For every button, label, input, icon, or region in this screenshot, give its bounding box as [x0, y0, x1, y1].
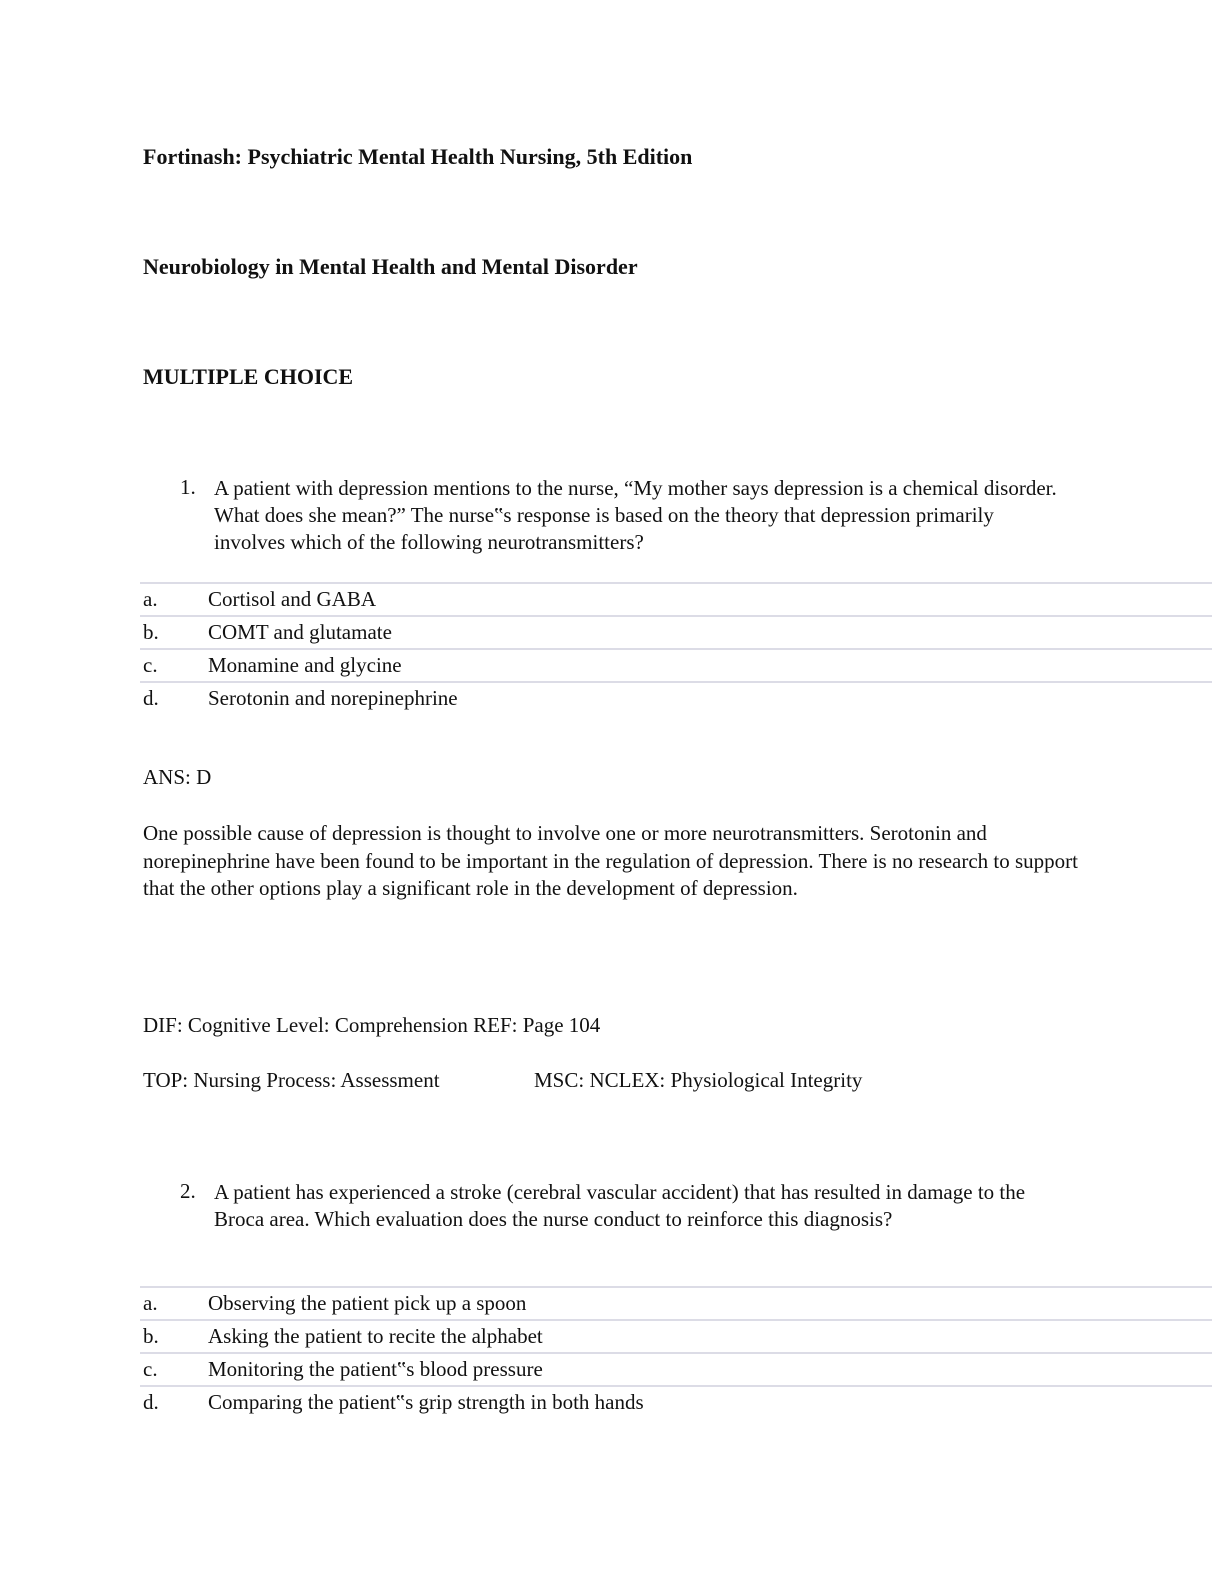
option-text: Observing the patient pick up a spoon: [208, 1291, 527, 1315]
option-letter: c.: [143, 653, 158, 677]
option-text: Monamine and glycine: [208, 653, 402, 677]
option-letter: d.: [143, 686, 159, 710]
option-letter: b.: [143, 1324, 159, 1348]
question-2-number: 2.: [180, 1179, 196, 1203]
option-text: COMT and glutamate: [208, 620, 392, 644]
option-text: Monitoring the patient‟s blood pressure: [208, 1357, 543, 1381]
chapter-title: Neurobiology in Mental Health and Mental Disorder: [143, 254, 638, 279]
question-1-msc: MSC: NCLEX: Physiological Integrity: [534, 1068, 863, 1092]
question-1-options: [140, 582, 1212, 714]
question-1-option-c: [140, 648, 1212, 681]
book-title: Fortinash: Psychiatric Mental Health Nursing, 5th Edition: [143, 144, 693, 169]
question-2-option-c: [140, 1352, 1212, 1385]
option-letter: c.: [143, 1357, 158, 1381]
option-text: Asking the patient to recite the alphabet: [208, 1324, 543, 1348]
question-2-option-d: [140, 1385, 1212, 1418]
option-text: Serotonin and norepinephrine: [208, 686, 458, 710]
question-1-option-a: [140, 582, 1212, 615]
section-heading: MULTIPLE CHOICE: [143, 364, 354, 389]
option-text: Cortisol and GABA: [208, 587, 376, 611]
question-1-answer: ANS: D: [143, 765, 212, 789]
option-letter: b.: [143, 620, 159, 644]
question-1-option-b: [140, 615, 1212, 648]
question-2-option-b: [140, 1319, 1212, 1352]
option-letter: a.: [143, 587, 158, 611]
question-2-text: A patient has experienced a stroke (cerebral vascular accident) that has resulted in damage to the Broca area. Which evaluation does the nurse conduct to reinforce this diagnosis?: [214, 1180, 1026, 1231]
question-1-number: 1.: [180, 475, 196, 499]
option-letter: d.: [143, 1390, 159, 1414]
question-1-rationale: One possible cause of depression is thought to involve one or more neurotransmitters. Serotonin and norepinephrine have been found to be important in the regulation of depression. There is no research to support that the other options play a significant role in the development of depression.: [143, 821, 1079, 900]
question-2-options: [140, 1286, 1212, 1418]
option-letter: a.: [143, 1291, 158, 1315]
question-1-dif: DIF: Cognitive Level: Comprehension REF: Page 104: [143, 1013, 601, 1037]
question-2-option-a: [140, 1286, 1212, 1319]
question-1-text: A patient with depression mentions to the nurse, “My mother says depression is a chemical disorder. What does she mean?” The nurse‟s response is based on the theory that depression primarily involves which of the following neurotransmitters?: [214, 476, 1057, 554]
option-text: Comparing the patient‟s grip strength in both hands: [208, 1390, 644, 1414]
question-1-option-d: [140, 681, 1212, 714]
question-1-top: TOP: Nursing Process: Assessment: [143, 1068, 440, 1092]
